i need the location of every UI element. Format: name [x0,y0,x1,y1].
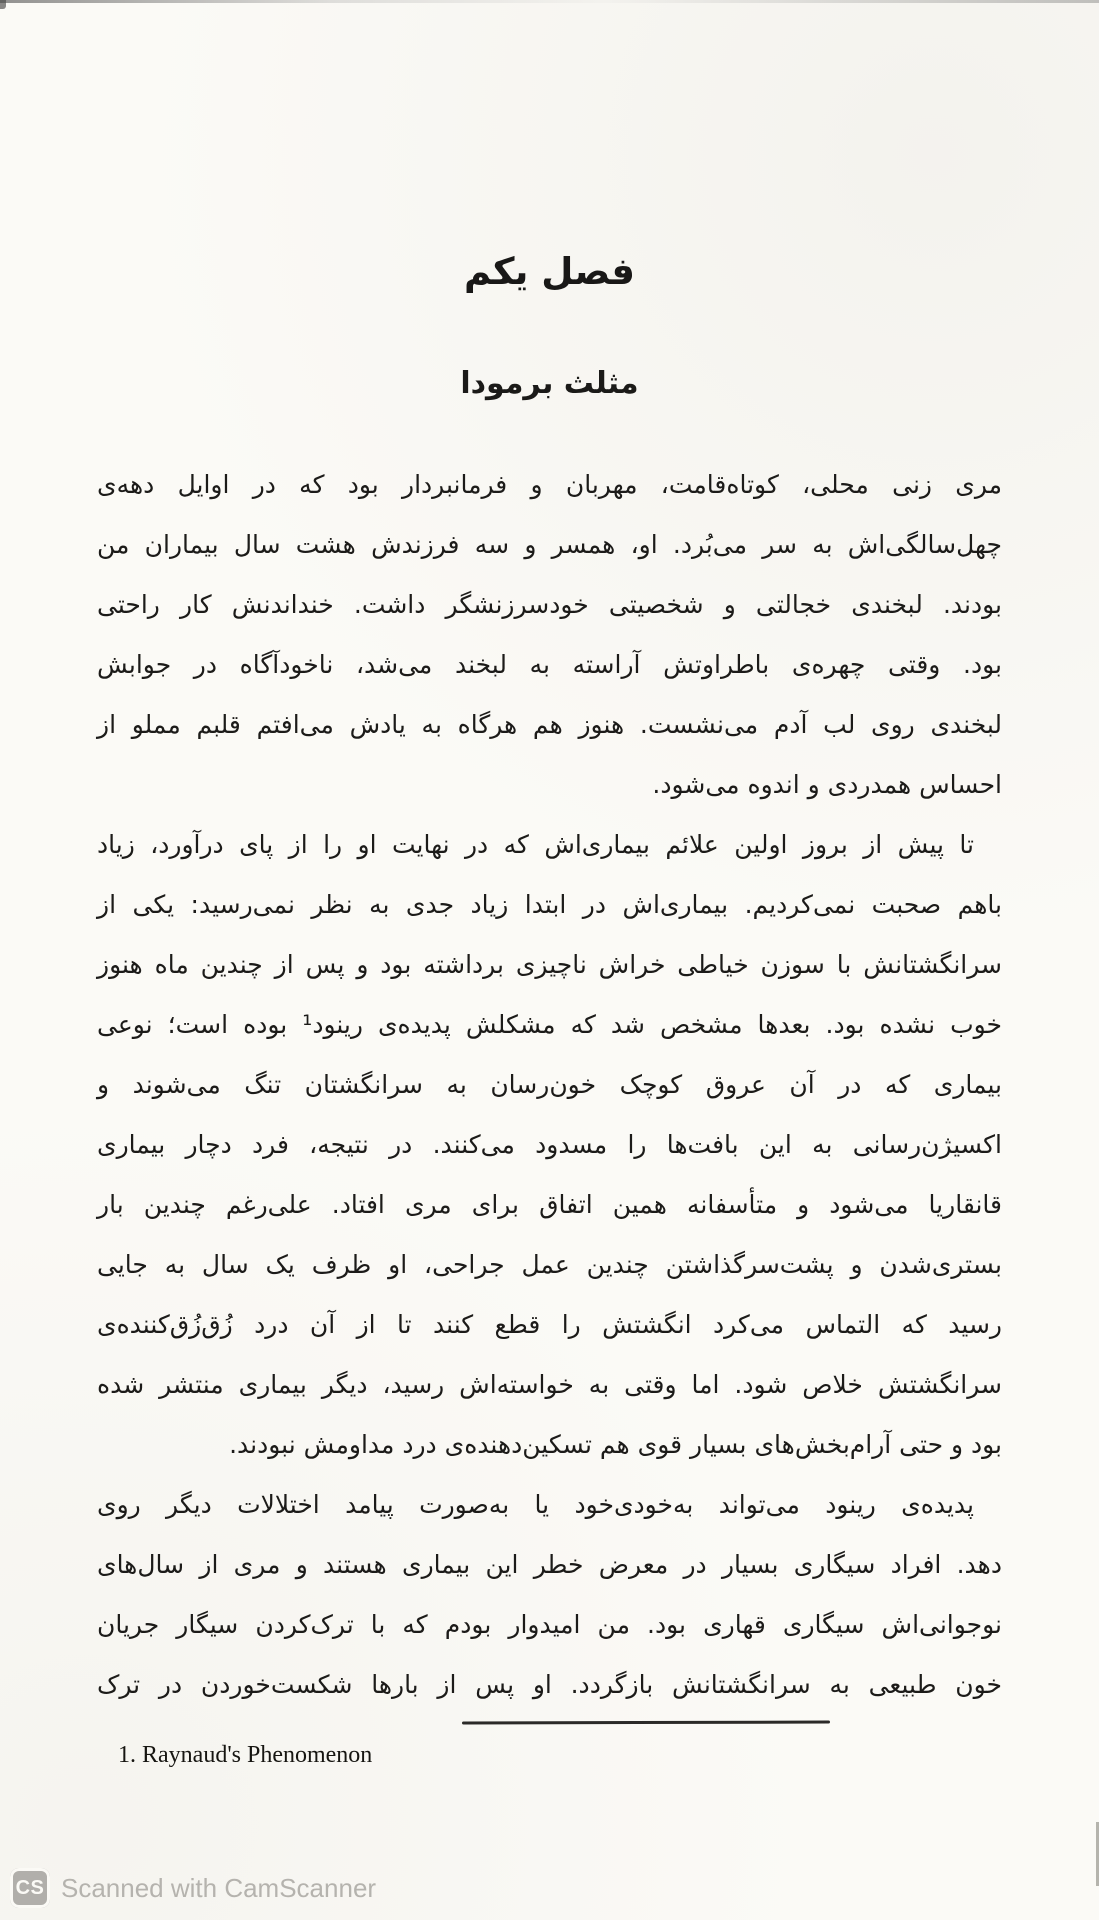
body-text [97,455,1002,1715]
text-line: بود. وقتی چهره‌ی باطراوتش آراسته به لبخند می‌شد، ناخودآگاه در جوابش [97,650,1002,679]
text-line: احساس همدردی و اندوه می‌شود. [652,770,1002,799]
text-line: مری زنی محلی، کوتاه‌قامت، مهربان و فرمانبردار بود که در اوایل دهه‌ی [97,470,1002,499]
chapter-title: فصل یکم [463,250,636,293]
text-line: تا پیش از بروز اولین علائم بیماری‌اش که در نهایت او را از پای درآورد، زیاد [97,830,974,859]
text-line: سرانگشتش خلاص شود. اما وقتی به خواسته‌اش رسید، دیگر بیماری منتشر شده [97,1370,1002,1399]
text-line: بستری‌شدن و پشت‌سرگذاشتن چندین عمل جراحی، او ظرف یک سال به جایی [97,1250,1002,1279]
text-line: نوجوانی‌اش سیگاری قهاری بود. من امیدوار بودم که با ترک‌کردن سیگار جریان [97,1610,1002,1639]
paragraph [97,455,1002,815]
scan-edge-artifact-top [0,0,1099,3]
text-line: دهد. افراد سیگاری بسیار در معرض خطر این بیماری هستند و مری از سال‌های [97,1550,1002,1579]
camscanner-watermark [10,1868,376,1908]
text-line: پدیده‌ی رینود می‌تواند به‌خودی‌خود یا به‌صورت پیامد اختلالات دیگر روی [97,1490,974,1519]
text-line: بود و حتی آرام‌بخش‌های بسیار قوی هم تسکین‌دهنده‌ی درد مداومش نبودند. [229,1430,1002,1459]
text-line: اکسیژن‌رسانی به این بافت‌ها را مسدود می‌کنند. در نتیجه، فرد دچار بیماری [97,1130,1002,1159]
text-line: رسید که التماس می‌کرد انگشتش را قطع کنند تا از آن درد زُق‌زُق‌کننده‌ی [97,1310,1002,1339]
footnote-separator-rule [462,1721,830,1725]
watermark-text: Scanned with CamScanner [61,1872,377,1903]
paragraph [97,815,1002,1475]
text-line: چهل‌سالگی‌اش به سر می‌بُرد. او، همسر و سه فرزندش هشت سال بیماران من [97,530,1002,559]
text-line: لبخندی روی لب آدم می‌نشست. هنوز هم هرگاه به یادش می‌افتم قلبم مملو از [97,710,1002,739]
text-line: قانقاریا می‌شود و متأسفانه همین اتفاق برای مری افتاد. علی‌رغم چندین بار [97,1190,1002,1219]
footnote-text: 1. Raynaud's Phenomenon [118,1742,373,1768]
text-line: خوب نشده بود. بعدها مشخص شد که مشکلش پدیده‌ی رینود¹ بوده است؛ نوعی [97,1010,1002,1039]
text-line: بیماری که در آن عروق کوچک خون‌رسان به سرانگشتان تنگ می‌شوند و [97,1070,1002,1099]
text-line: باهم صحبت نمی‌کردیم. بیماری‌اش در ابتدا زیاد جدی به نظر نمی‌رسید: یکی از [97,890,1002,919]
paragraph [97,1475,1002,1715]
section-title: مثلث برمودا [460,366,639,401]
camscanner-icon: CS [10,1868,50,1908]
text-line: سرانگشتانش با سوزن خیاطی خراش ناچیزی برداشته بود و پس از چندین ماه هنوز [97,950,1002,979]
text-line: بودند. لبخندی خجالتی و شخصیتی خودسرزنشگر داشت. خنداندنش کار راحتی [97,590,1002,619]
text-line: خون طبیعی به سرانگشتانش بازگردد. او پس از بارها شکست‌خوردن در ترک [97,1670,1002,1699]
scan-corner-artifact [0,0,6,9]
